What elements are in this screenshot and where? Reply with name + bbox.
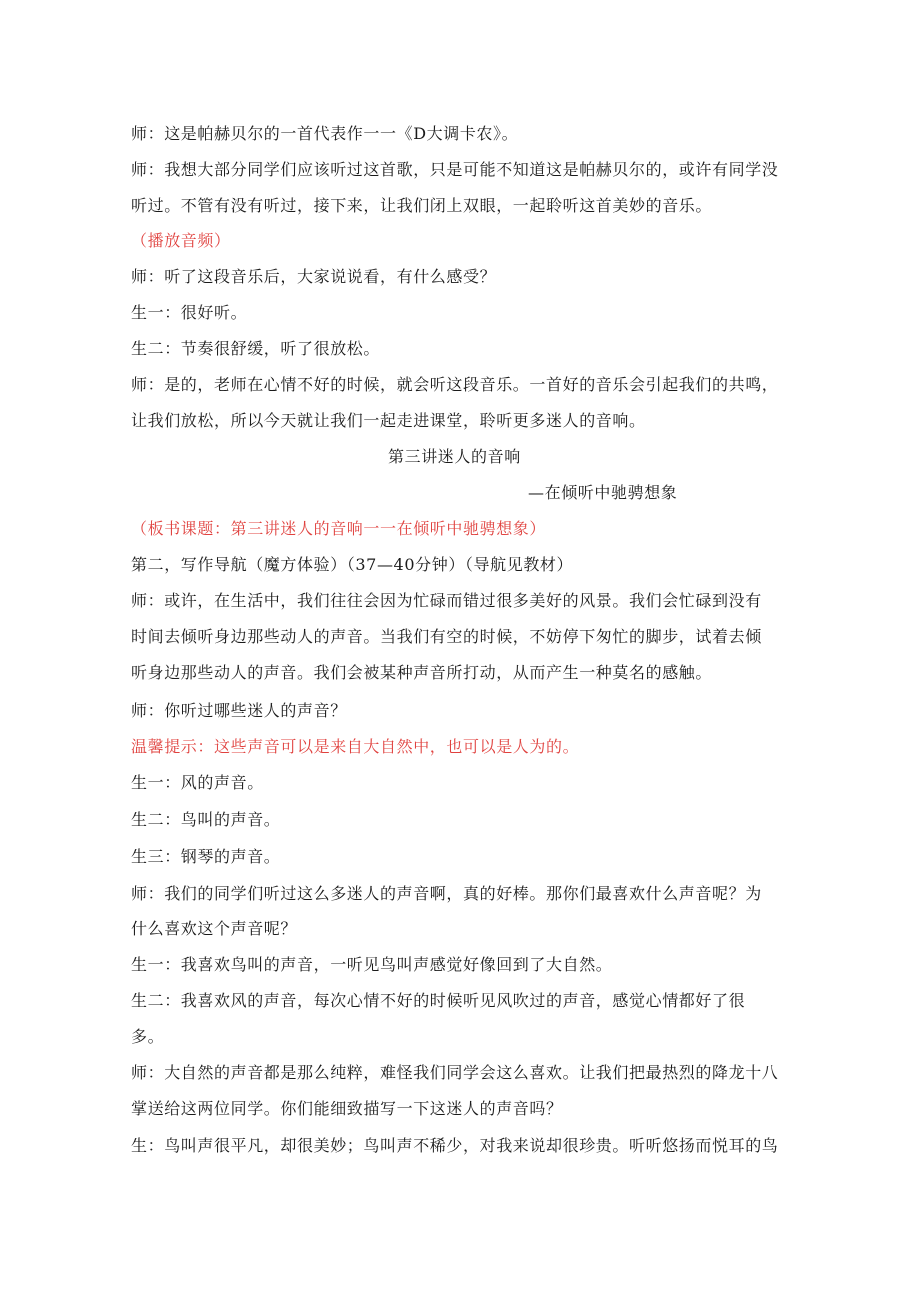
text-line: 师：这是帕赫贝尔的一首代表作一一《D大调卡农》。 xyxy=(131,124,519,143)
text-line: 生：鸟叫声很平凡，却很美妙；鸟叫声不稀少，对我来说却很珍贵。听听悠扬而悦耳的鸟 xyxy=(131,1136,779,1155)
text-line: 听过。不管有没有听过，接下来，让我们闭上双眼，一起聆听这首美妙的音乐。 xyxy=(131,196,713,215)
text-line: 生一：我喜欢鸟叫的声音，一听见鸟叫声感觉好像回到了大自然。 xyxy=(131,955,613,974)
stage-direction: （播放音频） xyxy=(131,231,231,250)
text-line: 生一：很好听。 xyxy=(131,303,248,322)
lesson-subtitle: —在倾听中驰骋想象 xyxy=(528,483,678,502)
text-line: 生一：风的声音。 xyxy=(131,773,264,792)
text-line: 师：大自然的声音都是那么纯粹，难怪我们同学会这么喜欢。让我们把最热烈的降龙十八 xyxy=(131,1063,779,1082)
text-line: 师：我们的同学们听过这么多迷人的声音啊，真的好棒。那你们最喜欢什么声音呢？为 xyxy=(131,884,762,903)
lesson-title: 第三讲迷人的音响 xyxy=(388,447,521,466)
text-line: 什么喜欢这个声音呢？ xyxy=(131,919,298,938)
text-line: 师：是的，老师在心情不好的时候，就会听这段音乐。一首好的音乐会引起我们的共鸣， xyxy=(131,375,779,394)
text-line: 时间去倾听身边那些动人的声音。当我们有空的时候，不妨停下匆忙的脚步，试着去倾 xyxy=(131,627,762,646)
text-line: 听身边那些动人的声音。我们会被某种声音所打动，从而产生一种莫名的感触。 xyxy=(131,663,713,682)
text-line: 多。 xyxy=(131,1027,165,1046)
text-line: 师：你听过哪些迷人的声音？ xyxy=(131,701,347,720)
text-line: 生三：钢琴的声音。 xyxy=(131,847,281,866)
text-line: 让我们放松，所以今天就让我们一起走进课堂，聆听更多迷人的音响。 xyxy=(131,411,646,430)
section-heading: 第二，写作导航（魔方体验）（37—40分钟）（导航见教材） xyxy=(131,555,574,574)
text-line: 生二：我喜欢风的声音，每次心情不好的时候听见风吹过的声音，感觉心情都好了很 xyxy=(131,991,746,1010)
tip-note: 温馨提示：这些声音可以是来自大自然中，也可以是人为的。 xyxy=(131,737,580,756)
text-line: 生二：节奏很舒缓，听了很放松。 xyxy=(131,339,381,358)
text-line: 师：或许，在生活中，我们往往会因为忙碌而错过很多美好的风景。我们会忙碌到没有 xyxy=(131,591,762,610)
text-line: 师：听了这段音乐后，大家说说看，有什么感受？ xyxy=(131,267,497,286)
text-line: 师：我想大部分同学们应该听过这首歌，只是可能不知道这是帕赫贝尔的，或许有同学没 xyxy=(131,160,779,179)
blackboard-note: （板书课题：第三讲迷人的音响一一在倾听中驰骋想象） xyxy=(131,519,547,538)
text-line: 掌送给这两位同学。你们能细致描写一下这迷人的声音吗？ xyxy=(131,1099,563,1118)
text-line: 生二：鸟叫的声音。 xyxy=(131,810,281,829)
